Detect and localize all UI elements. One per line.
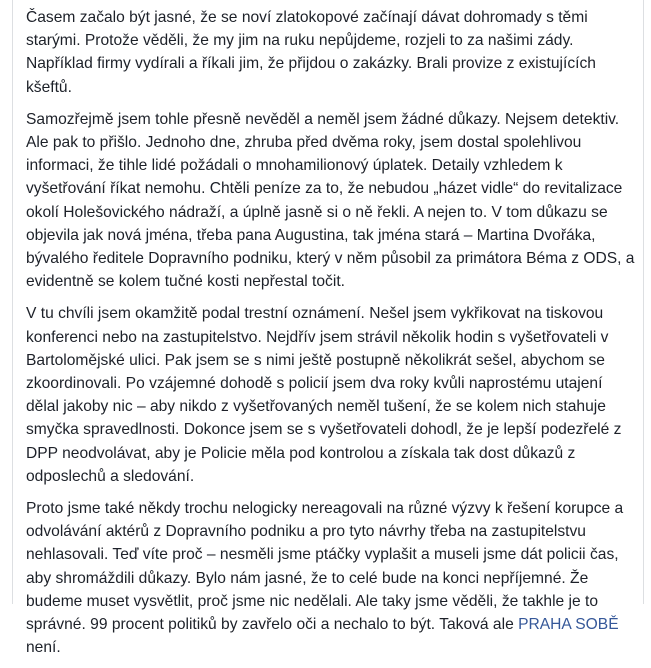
paragraph-4 — [26, 497, 638, 659]
paragraph-3: V tu chvíli jsem okamžitě podal trestní oznámení. Nešel jsem vykřikovat na tiskovou konferenci nebo na zastupitelstvo. Nejdřív jsem strávil několik hodin s vyšetřovateli v Bartolomějské ulici. Pak jsem se s nimi ještě postupně několikrát sešel, abychom se zkoordinovali. Po vzájemné dohodě s policií jsem dva roky kvůli naprostému utajení dělal jakoby nic – aby nikdo z vyšetřovaných neměl tušení, že se kolem nich stahuje smyčka spravedlnosti. Dokonce jsem se s vyšetřovateli dohodl, že je lepší podezřelé z DPP neodvolávat, aby je Policie měla pod kontrolou a získala tak dost důkazů z odposlechů a sledování. — [26, 305, 622, 485]
paragraph-4-end: není. — [26, 639, 61, 657]
paragraph-1: Časem začalo být jasné, že se noví zlatokopové začínají dávat dohromady s těmi starými. Protože věděli, že my jim na ruku nepůjdeme, rozjeli to za našimi zády. Například firmy vydírali a říkali jim, že přijdou o zakázky. Brali provize z existujících kšeftů. — [26, 9, 596, 96]
post-card — [12, 0, 644, 657]
praha-sobe-link[interactable]: PRAHA SOBĚ — [518, 616, 619, 634]
post-body — [26, 6, 638, 668]
paragraph-2: Samozřejmě jsem tohle přesně nevěděl a neměl jsem žádné důkazy. Nejsem detektiv. Ale pak to přišlo. Jednoho dne, zhruba před dvěma roky, jsem dostal spolehlivou informaci, že tihle lidé požádali o mnohamilionový úplatek. Detaily vzhledem k vyšetřování říkat nemohu. Chtěli peníze za to, že nebudou „házet vidle“ do revitalizace okolí Holešovického nádraží, a úplně jasně si o ně řekli. A nejen to. V tom důkazu se objevila jak nová jména, třeba pana Augustina, tak jména stará – Martina Dvořáka, bývalého ředitele Dopravního podniku, který v něm působil za primátora Béma z ODS, a evidentně se kolem tučné kosti nepřestal točit. — [26, 110, 635, 291]
paragraph-4-text: Proto jsme také někdy trochu nelogicky nereagovali na různé výzvy k řešení korupce a odvolávání aktérů z Dopravního podniku a pro tyto návrhy třeba na zastupitelstvu nehlasovali. Teď víte proč – nesměli jsme ptáčky vyplašit a museli jsme dát policii čas, aby shromáždili důkazy. Bylo nám jasné, že to celé bude na konci nepříjemné. Že budeme muset vysvětlit, proč jsme nic nedělali. Ale taky jsme věděli, že takhle je to správné. 99 procent politiků by zavřelo oči a nechalo to být. Taková ale — [26, 500, 624, 634]
